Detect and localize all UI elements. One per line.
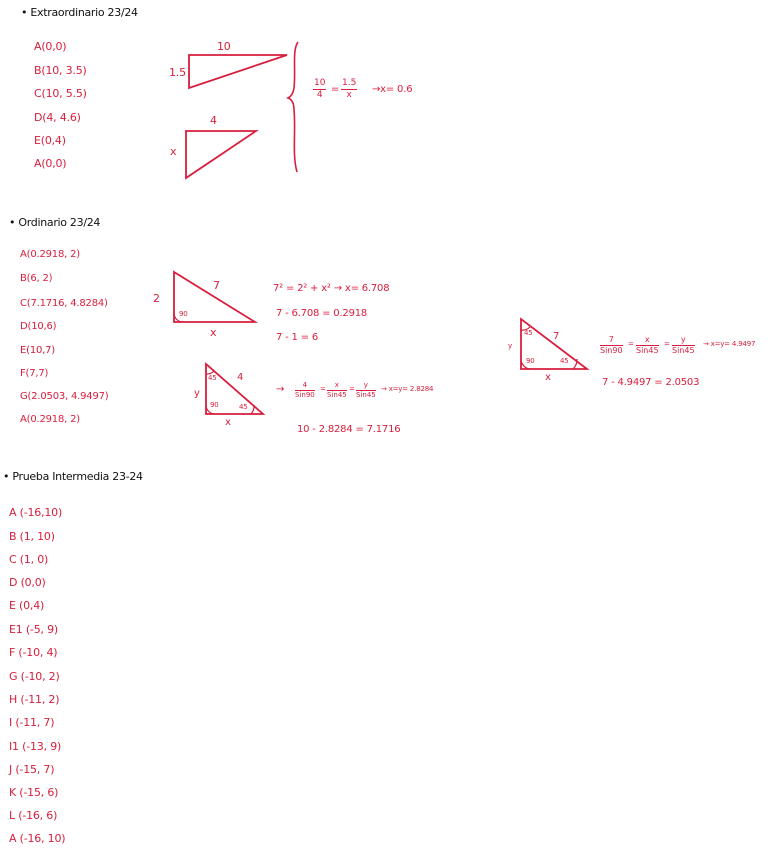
equation-result: →x= 0.6	[372, 84, 413, 95]
section2-heading: • Ordinario 23/24	[9, 216, 101, 229]
triangle-5-base-label: x	[545, 372, 551, 383]
fraction: x Sin45	[327, 381, 347, 399]
point-label: B(10, 3.5)	[34, 64, 87, 77]
point-label: K (-15, 6)	[9, 786, 59, 799]
point-label: F (-10, 4)	[9, 646, 58, 659]
triangle-4-side-label: y	[194, 388, 200, 399]
bullet: •	[3, 470, 13, 483]
point-label: I1 (-13, 9)	[9, 740, 62, 753]
point-label: A(0.2918, 2)	[20, 414, 80, 425]
point-label: A (-16, 10)	[9, 832, 66, 845]
point-label: B(6, 2)	[20, 273, 53, 284]
point-label: B (1, 10)	[9, 530, 55, 543]
point-label: H (-11, 2)	[9, 693, 60, 706]
calc-line: 7 - 6.708 = 0.2918	[276, 308, 368, 319]
point-label: L (-16, 6)	[9, 809, 58, 822]
point-label: D (0,0)	[9, 576, 46, 589]
fraction: y Sin45	[356, 381, 376, 399]
triangle-4-angle-right: 45	[239, 403, 248, 411]
point-label: A (-16,10)	[9, 506, 63, 519]
point-label: C(10, 5.5)	[34, 87, 87, 100]
fraction: y Sin45	[672, 335, 695, 355]
triangle-3-side-label: 2	[153, 292, 160, 305]
point-label: F(7,7)	[20, 368, 49, 379]
triangle-4-angle-corner: 90	[210, 401, 219, 409]
triangle-3-hyp-label: 7	[213, 279, 220, 292]
point-label: J (-15, 7)	[9, 763, 55, 776]
point-label: E(10,7)	[20, 345, 55, 356]
equals-sign: =	[664, 340, 670, 348]
point-label: G (-10, 2)	[9, 670, 60, 683]
triangle-1-top-label: 10	[217, 40, 231, 53]
triangle-5-angle-corner: 90	[526, 357, 535, 365]
point-label: I (-11, 7)	[9, 716, 55, 729]
calc-line: 7² = 2² + x² → x= 6.708	[273, 283, 390, 294]
triangle-1-side-label: 1.5	[169, 66, 186, 79]
equals-sign: =	[320, 385, 326, 393]
fraction: $\frac{1.5}{x}$	[342, 78, 357, 100]
arrow: →	[276, 384, 285, 395]
equals-sign: =	[349, 385, 355, 393]
fraction: 7 Sin90	[600, 335, 623, 355]
triangle-5-angle-right: 45	[560, 357, 569, 365]
calc-result: → x=y= 2.8284	[381, 385, 434, 393]
point-label: D(10,6)	[20, 321, 57, 332]
calc-line: 7 - 1 = 6	[276, 332, 318, 343]
point-label: E(0,4)	[34, 134, 66, 147]
curly-brace	[288, 42, 298, 172]
section3-heading: • Prueba Intermedia 23-24	[3, 470, 143, 483]
angle-arc-4c	[251, 405, 254, 414]
calc-result: → x=y= 4.9497	[703, 340, 756, 348]
equals-sign: =	[628, 340, 634, 348]
triangle-4-hyp-label: 4	[237, 372, 244, 383]
bullet: •	[9, 216, 19, 229]
fraction: 4 Sin90	[295, 381, 315, 399]
equals-sign: =	[331, 84, 340, 95]
calc-line: 10 - 2.8284 = 7.1716	[297, 424, 401, 435]
triangle-5-hyp-label: 7	[553, 331, 560, 342]
calc-line: 7 - 4.9497 = 2.0503	[602, 377, 700, 388]
bullet: •	[21, 6, 31, 19]
point-label: E (0,4)	[9, 599, 45, 612]
section1-heading: • Extraordinario 23/24	[21, 6, 138, 19]
triangle-1	[189, 55, 287, 88]
point-label: A(0,0)	[34, 157, 67, 170]
point-label: E1 (-5, 9)	[9, 623, 58, 636]
triangle-4-angle-top: 45	[208, 374, 217, 382]
point-label: C(7.1716, 4.8284)	[20, 298, 108, 309]
triangle-3-angle-label: 90	[179, 310, 188, 318]
point-label: A(0,0)	[34, 40, 67, 53]
triangle-2-top-label: 4	[210, 114, 217, 127]
fraction: x Sin45	[636, 335, 659, 355]
triangle-5-angle-top: 45	[524, 329, 533, 337]
triangle-2-side-label: x	[170, 145, 177, 158]
fraction: $\frac{10}{4}$	[314, 78, 326, 100]
point-label: C (1, 0)	[9, 553, 49, 566]
point-label: A(0.2918, 2)	[20, 249, 80, 260]
triangle-4-base-label: x	[225, 417, 231, 428]
point-label: G(2.0503, 4.9497)	[20, 391, 109, 402]
triangle-2	[186, 131, 256, 178]
triangle-5-side-label: y	[508, 342, 512, 350]
point-label: D(4, 4.6)	[34, 111, 81, 124]
triangle-3-base-label: x	[210, 326, 217, 339]
